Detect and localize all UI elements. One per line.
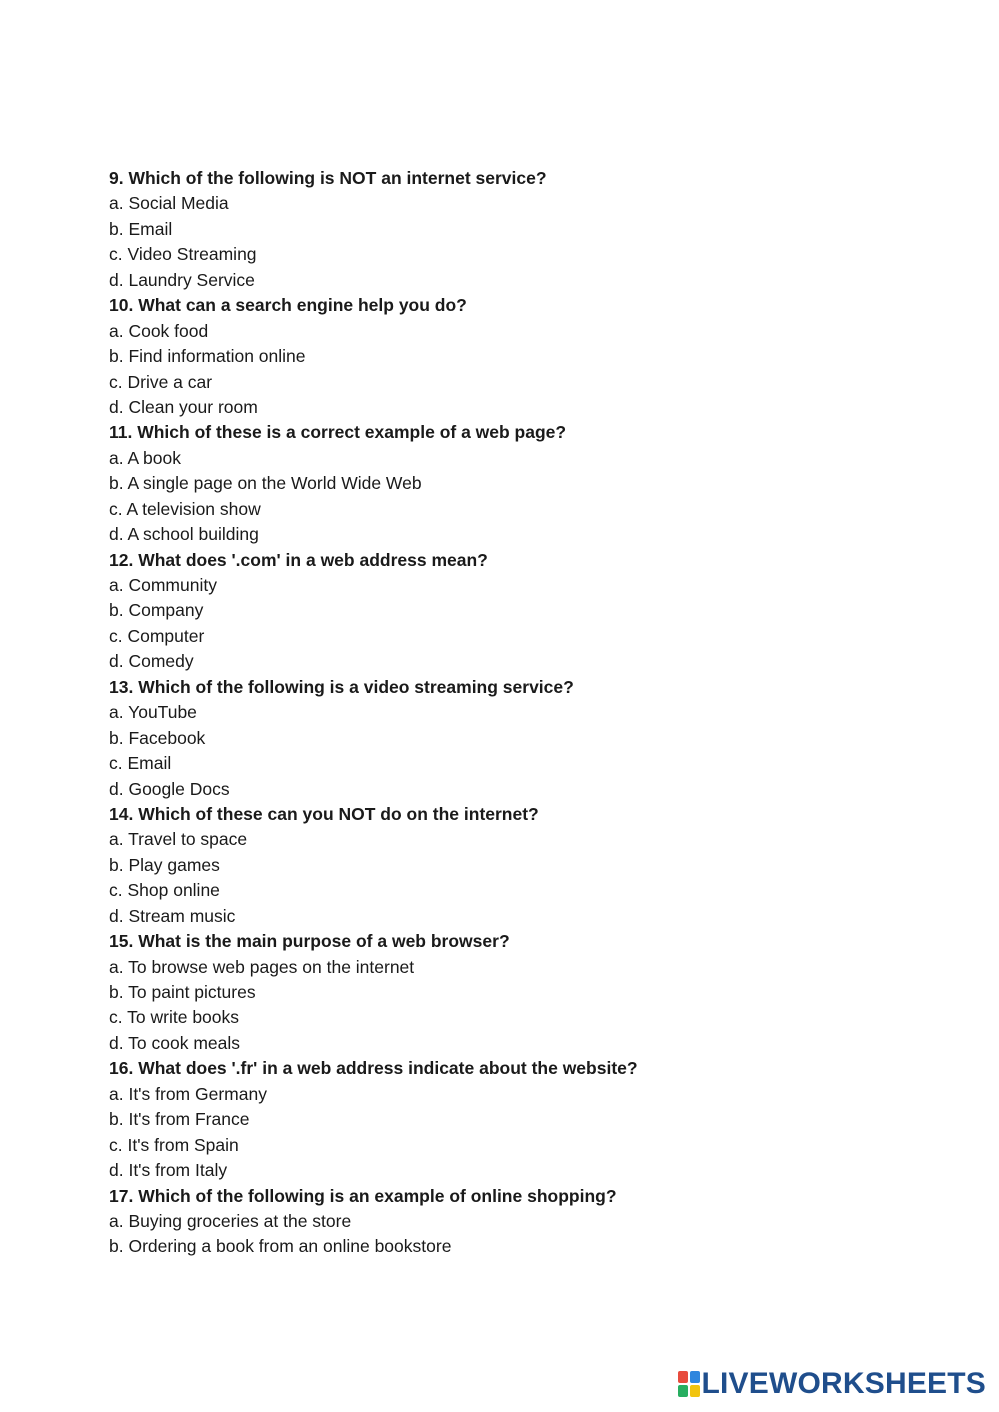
question-text: 10. What can a search engine help you do? [109, 295, 467, 316]
logo-square-blue [690, 1371, 700, 1383]
question-text: 9. Which of the following is NOT an internet service? [109, 168, 547, 188]
answer-option: a. Community [109, 575, 217, 595]
answer-option: d. A school building [109, 524, 259, 545]
answer-option: b. Email [109, 218, 173, 239]
question-block [109, 802, 969, 929]
answer-option: d. Clean your room [109, 396, 258, 417]
answer-option: a. To browse web pages on the internet [109, 956, 415, 977]
question-text: 13. Which of the following is a video streaming service? [109, 676, 574, 697]
answer-option: d. It's from Italy [109, 1160, 228, 1181]
answer-option: b. Facebook [109, 727, 206, 748]
question-block [109, 293, 969, 420]
logo-square-yellow [690, 1385, 700, 1397]
question-block [109, 1056, 969, 1183]
answer-option: b. Find information online [109, 346, 306, 367]
liveworksheets-logo-icon [678, 1371, 700, 1397]
liveworksheets-logo [678, 1368, 987, 1400]
question-block [109, 548, 969, 675]
brand-name: LIVEWORKSHEETS [701, 1367, 986, 1400]
question-text: 16. What does '.fr' in a web address indicate about the website? [109, 1058, 638, 1079]
answer-option: c. To write books [109, 1007, 240, 1028]
answer-option: b. Ordering a book from an online bookstore [109, 1236, 452, 1257]
answer-option: c. Drive a car [109, 371, 213, 392]
logo-square-green [678, 1385, 688, 1397]
answer-option: d. Laundry Service [109, 269, 255, 290]
answer-option: d. To cook meals [109, 1032, 240, 1053]
answer-option: c. A television show [109, 498, 261, 519]
answer-option: a. Travel to space [109, 829, 248, 850]
question-block [109, 420, 969, 547]
answer-option: c. Shop online [109, 880, 220, 901]
answer-option: d. Stream music [109, 905, 236, 926]
question-text: 11. Which of these is a correct example of a web page? [109, 422, 567, 443]
question-block [109, 675, 969, 802]
answer-option: a. It's from Germany [109, 1083, 267, 1104]
answer-option: a. YouTube [109, 702, 197, 723]
answer-option: b. Company [109, 600, 204, 621]
worksheet-questions [109, 166, 969, 1260]
answer-option: a. Buying groceries at the store [109, 1210, 352, 1231]
answer-option: c. Email [109, 753, 172, 774]
answer-option: c. Computer [109, 625, 205, 646]
answer-option: a. Social Media [109, 193, 229, 214]
answer-option: c. Video Streaming [109, 244, 257, 265]
logo-square-red [678, 1371, 688, 1383]
answer-option: b. A single page on the World Wide Web [109, 473, 422, 494]
question-block [109, 166, 969, 293]
answer-option: b. Play games [109, 854, 220, 875]
answer-option: c. It's from Spain [109, 1134, 239, 1155]
question-text: 15. What is the main purpose of a web browser? [109, 931, 510, 952]
answer-option: a. A book [109, 447, 182, 468]
answer-option: d. Comedy [109, 651, 194, 672]
question-text: 14. Which of these can you NOT do on the internet? [109, 803, 539, 824]
answer-option: a. Cook food [109, 320, 209, 341]
question-block [109, 1184, 969, 1260]
answer-option: b. It's from France [109, 1109, 250, 1130]
question-block [109, 929, 969, 1056]
question-text: 12. What does '.com' in a web address mean? [109, 549, 488, 570]
answer-option: d. Google Docs [109, 778, 230, 799]
answer-option: b. To paint pictures [109, 982, 256, 1002]
question-text: 17. Which of the following is an example of online shopping? [109, 1185, 617, 1206]
